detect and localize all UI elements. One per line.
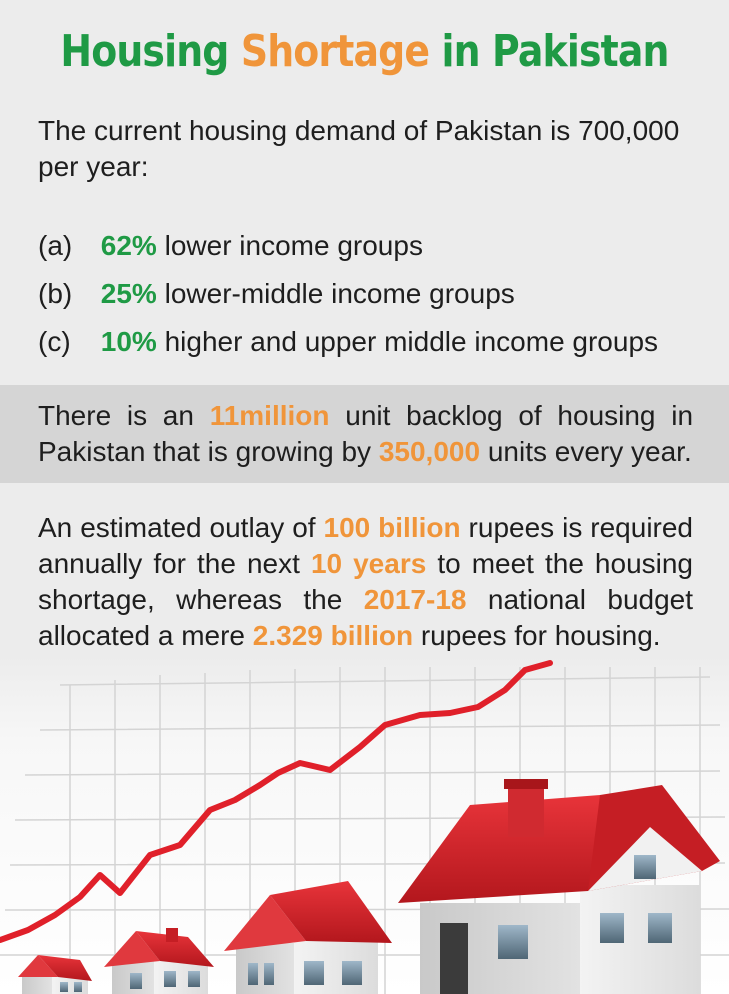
page-title [51, 26, 678, 77]
intro-text: The current housing demand of Pakistan is 700,000 per year: [38, 115, 680, 182]
outlay-highlight-years: 10 years [310, 548, 427, 579]
outlay-text [38, 510, 693, 654]
backlog-text [38, 398, 693, 470]
list-item-label: (a) [38, 230, 73, 261]
list-item [38, 324, 718, 372]
list-item-percent: 10% [100, 326, 157, 357]
income-group-list [38, 228, 718, 372]
list-item-label: (c) [38, 326, 71, 357]
outlay-highlight-budget-year: 2017-18 [363, 584, 467, 615]
list-item-text: lower income groups [164, 230, 423, 261]
backlog-text-part: units every year. [487, 436, 692, 467]
title-shortage: Shortage [240, 26, 430, 77]
list-item [38, 228, 718, 276]
list-item-text: lower-middle income groups [164, 278, 515, 309]
outlay-highlight-amount: 100 billion [323, 512, 461, 543]
outlay-text-part: An estimated outlay of [38, 512, 316, 543]
outlay-text-part: rupees is required annually for the next [38, 512, 694, 579]
list-item-percent: 62% [100, 230, 157, 261]
outlay-text-part: rupees for housing. [420, 620, 661, 651]
list-item [38, 276, 718, 324]
backlog-text-part: unit backlog of housing in Pakistan that is growing by [38, 400, 694, 467]
backlog-band [0, 385, 729, 483]
outlay-text-part: to meet the housing shortage, whereas the [38, 548, 694, 615]
title-housing: Housing [60, 26, 229, 77]
housing-growth-illustration [0, 655, 729, 994]
backlog-highlight-growth: 350,000 [378, 436, 481, 467]
list-item-label: (b) [38, 278, 73, 309]
outlay-highlight-allocation: 2.329 billion [252, 620, 414, 651]
title-in-pakistan: in Pakistan [441, 26, 669, 77]
backlog-text-part: There is an [38, 400, 194, 431]
list-item-percent: 25% [100, 278, 157, 309]
list-item-text: higher and upper middle income groups [164, 326, 659, 357]
backlog-highlight-units: 11million [209, 400, 330, 431]
outlay-text-part: national budget allocated a mere [38, 584, 694, 651]
